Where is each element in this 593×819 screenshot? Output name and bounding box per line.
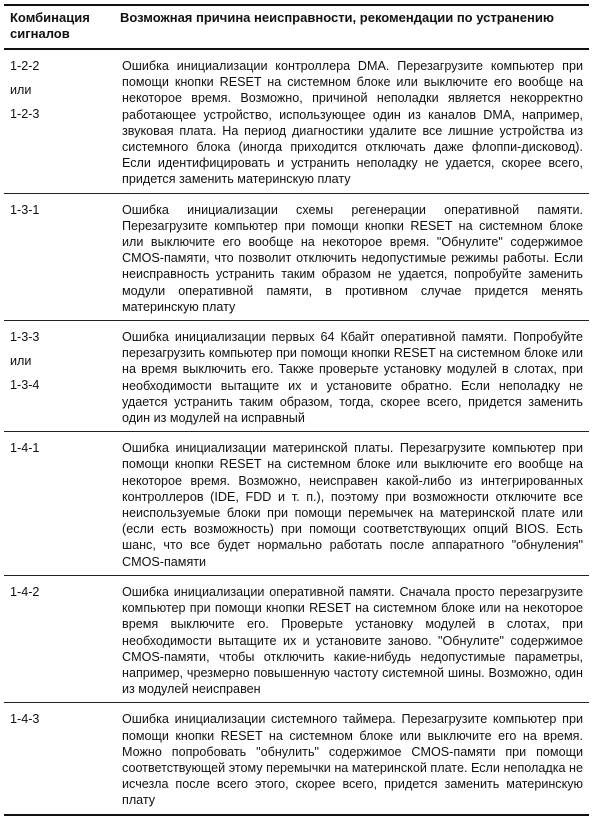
or-label: или — [10, 354, 32, 369]
signal-code-cell — [4, 432, 114, 576]
signal-code: 1-3-4 — [10, 378, 40, 393]
table-row — [4, 703, 589, 815]
signal-code-cell — [4, 575, 114, 702]
table-row — [4, 49, 589, 193]
signal-code: 1-3-1 — [10, 202, 40, 217]
header-signal-combination: Комбинация сигналов — [4, 5, 114, 49]
header-cause-recommendation: Возможная причина неисправности, рекомендации по устранению — [114, 5, 589, 49]
signal-code: 1-4-1 — [10, 441, 40, 456]
description-cell: Ошибка инициализации первых 64 Кбайт оперативной памяти. Попробуйте перезагрузить компьютер при помощи кнопки RESET на системном блоке или на время выключить его. Также проверьте установку модулей в слотах, при необходимости вытащите их и установите обратно. Если неполадку не удается устранить таким образом, тогда, скорее всего, придется заменить один из модулей на исправный — [114, 321, 589, 432]
signal-code: 1-2-3 — [10, 107, 40, 122]
table-row — [4, 193, 589, 320]
description-cell: Ошибка инициализации материнской платы. Перезагрузите компьютер при помощи кнопки RESET на системном блоке или выключите его вообще на некоторое время. Возможно, неисправен какой-либо из интегрированных контроллеров (IDE, FDD и т. п.), поэтому при возможности отключите все неиспользуемые блоки при помощи перемычек на материнской плате или (если есть возможность) при помощи соответствующих опций BIOS. Есть шанс, что все будет нормально работать после аппаратного "обнуления" CMOS-памяти — [114, 432, 589, 576]
description-cell: Ошибка инициализации схемы регенерации оперативной памяти. Перезагрузите компьютер при помощи кнопки RESET на системном блоке или выключите его вообще на некоторое время. "Обнулите" содержимое CMOS-памяти, что позволит отключить недопустимые режимы работы. Если неисправность устранить таким образом не удается, попробуйте заменить модули оперативной памяти, в противном случае придется менять материнскую плату — [114, 193, 589, 320]
description-cell: Ошибка инициализации оперативной памяти. Сначала просто перезагрузите компьютер при помощи кнопки RESET на системном блоке или на некоторое время выключите его. Проверьте установку модулей в слотах, при необходимости вытащите их и установите заново. "Обнулите" содержимое CMOS-памяти, чтобы отключить какие-нибудь недопустимые параметры, например, чрезмерно повышенную частоту системной шины. Возможно, один из модулей неисправен — [114, 575, 589, 702]
beep-codes-table — [4, 4, 589, 816]
description-cell: Ошибка инициализации контроллера DMA. Перезагрузите компьютер при помощи кнопки RESET на системном блоке или выключите его вообще на некоторое время. Возможно, причиной неполадки является некорректно работающее устройство, использующее один из каналов DMA, например, звуковая плата. На период диагностики удалите все лишние устройства из системного блока (иногда приходится отключать даже флоппи-дисковод). Если идентифицировать и устранить неполадку не удается, скорее всего, придется заменить материнскую плату — [114, 49, 589, 193]
signal-code-cell — [4, 703, 114, 815]
table-header-row — [4, 5, 589, 49]
table-row — [4, 432, 589, 576]
signal-code: 1-4-3 — [10, 712, 40, 727]
signal-code-cell — [4, 193, 114, 320]
table-row — [4, 321, 589, 432]
signal-code-cell — [4, 321, 114, 432]
or-label: или — [10, 83, 32, 98]
signal-code: 1-3-3 — [10, 330, 40, 345]
signal-code: 1-2-2 — [10, 59, 40, 73]
signal-code: 1-4-2 — [10, 584, 40, 599]
description-cell: Ошибка инициализации системного таймера. Перезагрузите компьютер при помощи кнопки RESET на системном блоке или выключите его на время. Можно попробовать "обнулить" содержимое CMOS-памяти при помощи соответствующей этому перемычки на материнской плате. Если неполадка не исчезла после всего этого, скорее всего, придется заменить материнскую плату — [114, 703, 589, 815]
signal-code-cell — [4, 49, 114, 193]
table-row — [4, 575, 589, 702]
